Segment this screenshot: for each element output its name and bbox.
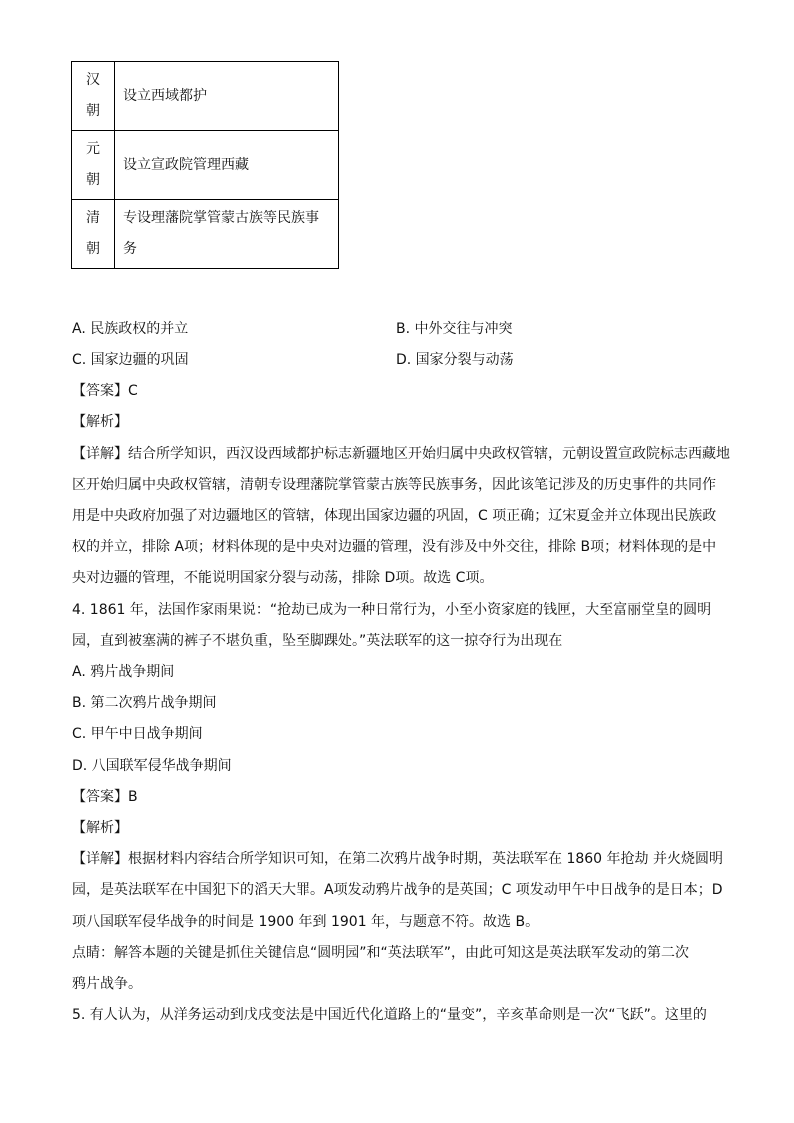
- option-a: A. 鸦片战争期间: [72, 664, 175, 680]
- dynasty-table: [71, 61, 339, 269]
- detail-line: 【详解】结合所学知识，西汉设西域都护标志新疆地区开始归属中央政权管辖，元朝设置宣政院标志西藏地: [72, 446, 730, 462]
- option-d: D. 国家分裂与动荡: [396, 352, 514, 368]
- detail-line: 用是中央政府加强了对边疆地区的管辖，体现出国家边疆的巩固，C 项正确；辽宋夏金并立体现出民族政: [72, 508, 717, 524]
- detail-line: 权的并立，排除 A项；材料体现的是中央对边疆的管理，没有涉及中外交往，排除 B项；材料体现的是中: [72, 539, 717, 555]
- option-b: B. 中外交往与冲突: [396, 321, 513, 337]
- option-a: A. 民族政权的并立: [72, 321, 189, 337]
- question-stem: 园，直到被塞满的裤子不堪负重，坠至脚踝处。”英法联军的这一掠夺行为出现在: [72, 633, 563, 649]
- analysis-label: 【解析】: [72, 820, 128, 836]
- dynasty-cell: 汉 朝: [72, 62, 115, 131]
- answer-label: 【答案】C: [72, 383, 138, 399]
- dynasty-cell: 元 朝: [72, 131, 115, 200]
- detail-line: 项八国联军侵华战争的时间是 1900 年到 1901 年，与题意不符。故选 B。: [72, 914, 540, 930]
- detail-line: 园，是英法联军在中国犯下的滔天大罪。A项发动鸦片战争的是英国；C 项发动甲午中日战争的是日本；D: [72, 882, 723, 898]
- event-cell: 设立西域都护: [115, 62, 339, 131]
- option-c: C. 甲午中日战争期间: [72, 726, 203, 742]
- table-row: [72, 200, 339, 269]
- option-c: C. 国家边疆的巩固: [72, 352, 189, 368]
- detail-line: 区开始归属中央政权管辖，清朝专设理藩院掌管蒙古族等民族事务，因此该笔记涉及的历史事件的共同作: [72, 477, 716, 493]
- table-row: [72, 62, 339, 131]
- event-cell: 专设理藩院掌管蒙古族等民族事 务: [115, 200, 339, 269]
- option-b: B. 第二次鸦片战争期间: [72, 695, 217, 711]
- question-stem: 5. 有人认为，从洋务运动到戊戌变法是中国近代化道路上的“量变”，辛亥革命则是一次“飞跃”。这里的: [72, 1007, 707, 1023]
- note-line: 点睛：解答本题的关键是抓住关键信息“圆明园”和“英法联军”，由此可知这是英法联军发动的第二次: [72, 945, 690, 961]
- dynasty-cell: 清 朝: [72, 200, 115, 269]
- question-stem: 4. 1861 年，法国作家雨果说：“抢劫已成为一种日常行为，小至小资家庭的钱匣，大至富丽堂皇的圆明: [72, 602, 712, 618]
- detail-line: 央对边疆的管理，不能说明国家分裂与动荡，排除 D项。故选 C项。: [72, 570, 494, 586]
- option-d: D. 八国联军侵华战争期间: [72, 758, 232, 774]
- table-row: [72, 131, 339, 200]
- answer-label: 【答案】B: [72, 789, 138, 805]
- analysis-label: 【解析】: [72, 414, 128, 430]
- detail-line: 【详解】根据材料内容结合所学知识可知，在第二次鸦片战争时期，英法联军在 1860 年抢劫 并火烧圆明: [72, 851, 723, 867]
- event-cell: 设立宣政院管理西藏: [115, 131, 339, 200]
- note-line: 鸦片战争。: [72, 976, 142, 992]
